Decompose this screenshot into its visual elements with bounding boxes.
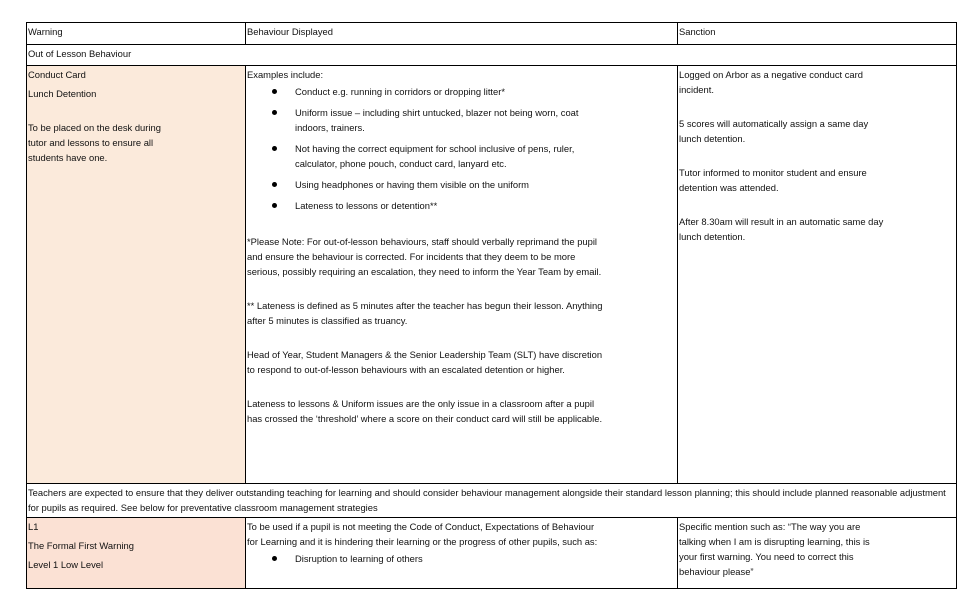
section-row bbox=[27, 45, 957, 66]
conduct-card-note: To be placed on the desk during tutor and lessons to ensure all students have one. bbox=[28, 122, 161, 163]
l1-code: L1 bbox=[28, 521, 39, 532]
l1-sanction: Specific mention such as: “The way you are talking when I am is disrupting learning, this is your first warning. You need to correct this behaviour please” bbox=[679, 521, 870, 577]
lunch-detention-label: Lunch Detention bbox=[28, 88, 97, 99]
list-item: Lateness to lessons or detention** bbox=[247, 198, 605, 213]
bullet-icon bbox=[272, 556, 277, 561]
list-item: Uniform issue – including shirt untucked, blazer not being worn, coat indoors, trainers. bbox=[247, 105, 605, 135]
examples-intro: Examples include: bbox=[247, 69, 324, 80]
header-behaviour: Behaviour Displayed bbox=[246, 23, 678, 45]
bullet-icon bbox=[272, 203, 277, 208]
please-note-paragraph: *Please Note: For out-of-lesson behaviours, staff should verbally reprimand the pupil and ensure the behaviour is corrected. For incidents that they deem to be more serious, possibly requiring an escalation, they need to inform the Year Team by email. bbox=[247, 236, 602, 277]
list-item: Disruption to learning of others bbox=[247, 551, 605, 566]
header-row bbox=[27, 23, 957, 45]
threshold-paragraph: Lateness to lessons & Uniform issues are the only issue in a classroom after a pupil has crossed the ‘threshold’ where a score on their conduct card will still be applicable. bbox=[247, 398, 603, 424]
conduct-card-row bbox=[27, 66, 957, 484]
l1-examples-list bbox=[247, 551, 676, 566]
behaviour-policy-table bbox=[26, 22, 957, 589]
examples-list bbox=[247, 84, 676, 213]
teachers-expectation: Teachers are expected to ensure that they deliver outstanding teaching for learning and should consider behaviour management alongside their standard lesson planning; this should include planned reasonable adjustment for pupils as required. See below for preventative classroom management strategies bbox=[27, 484, 957, 518]
conduct-behaviour-cell bbox=[246, 66, 678, 484]
conduct-sanction-cell bbox=[678, 66, 957, 484]
conduct-card-title: Conduct Card bbox=[28, 69, 86, 80]
sanction-tutor: Tutor informed to monitor student and ensure detention was attended. bbox=[679, 167, 867, 193]
header-warning: Warning bbox=[27, 23, 246, 45]
l1-behaviour-intro: To be used if a pupil is not meeting the Code of Conduct, Expectations of Behaviour for Learning and it is hindering their learning or the progress of other pupils, such as: bbox=[247, 521, 598, 547]
l1-row bbox=[27, 518, 957, 589]
list-item: Conduct e.g. running in corridors or dropping litter* bbox=[247, 84, 605, 99]
l1-behaviour-cell bbox=[246, 518, 678, 589]
bullet-icon bbox=[272, 182, 277, 187]
section-out-of-lesson: Out of Lesson Behaviour bbox=[27, 45, 957, 66]
bullet-icon bbox=[272, 110, 277, 115]
bullet-icon bbox=[272, 89, 277, 94]
header-sanction: Sanction bbox=[678, 23, 957, 45]
lateness-definition-paragraph: ** Lateness is defined as 5 minutes after the teacher has begun their lesson. Anything after 5 minutes is classified as truancy. bbox=[247, 300, 603, 326]
sanction-five-scores: 5 scores will automatically assign a same day lunch detention. bbox=[679, 118, 869, 144]
sanction-arbor: Logged on Arbor as a negative conduct card incident. bbox=[679, 69, 863, 95]
l1-warning-cell bbox=[27, 518, 246, 589]
conduct-warning-cell bbox=[27, 66, 246, 484]
l1-level: Level 1 Low Level bbox=[28, 559, 104, 570]
l1-title: The Formal First Warning bbox=[28, 540, 134, 551]
discretion-paragraph: Head of Year, Student Managers & the Senior Leadership Team (SLT) have discretion to respond to out-of-lesson behaviours with an escalated detention or higher. bbox=[247, 349, 603, 375]
l1-sanction-cell bbox=[678, 518, 957, 589]
bullet-icon bbox=[272, 146, 277, 151]
teachers-row bbox=[27, 484, 957, 518]
list-item: Using headphones or having them visible on the uniform bbox=[247, 177, 605, 192]
list-item: Not having the correct equipment for school inclusive of pens, ruler, calculator, phone pouch, conduct card, lanyard etc. bbox=[247, 141, 605, 171]
sanction-after-830: After 8.30am will result in an automatic same day lunch detention. bbox=[679, 216, 884, 242]
